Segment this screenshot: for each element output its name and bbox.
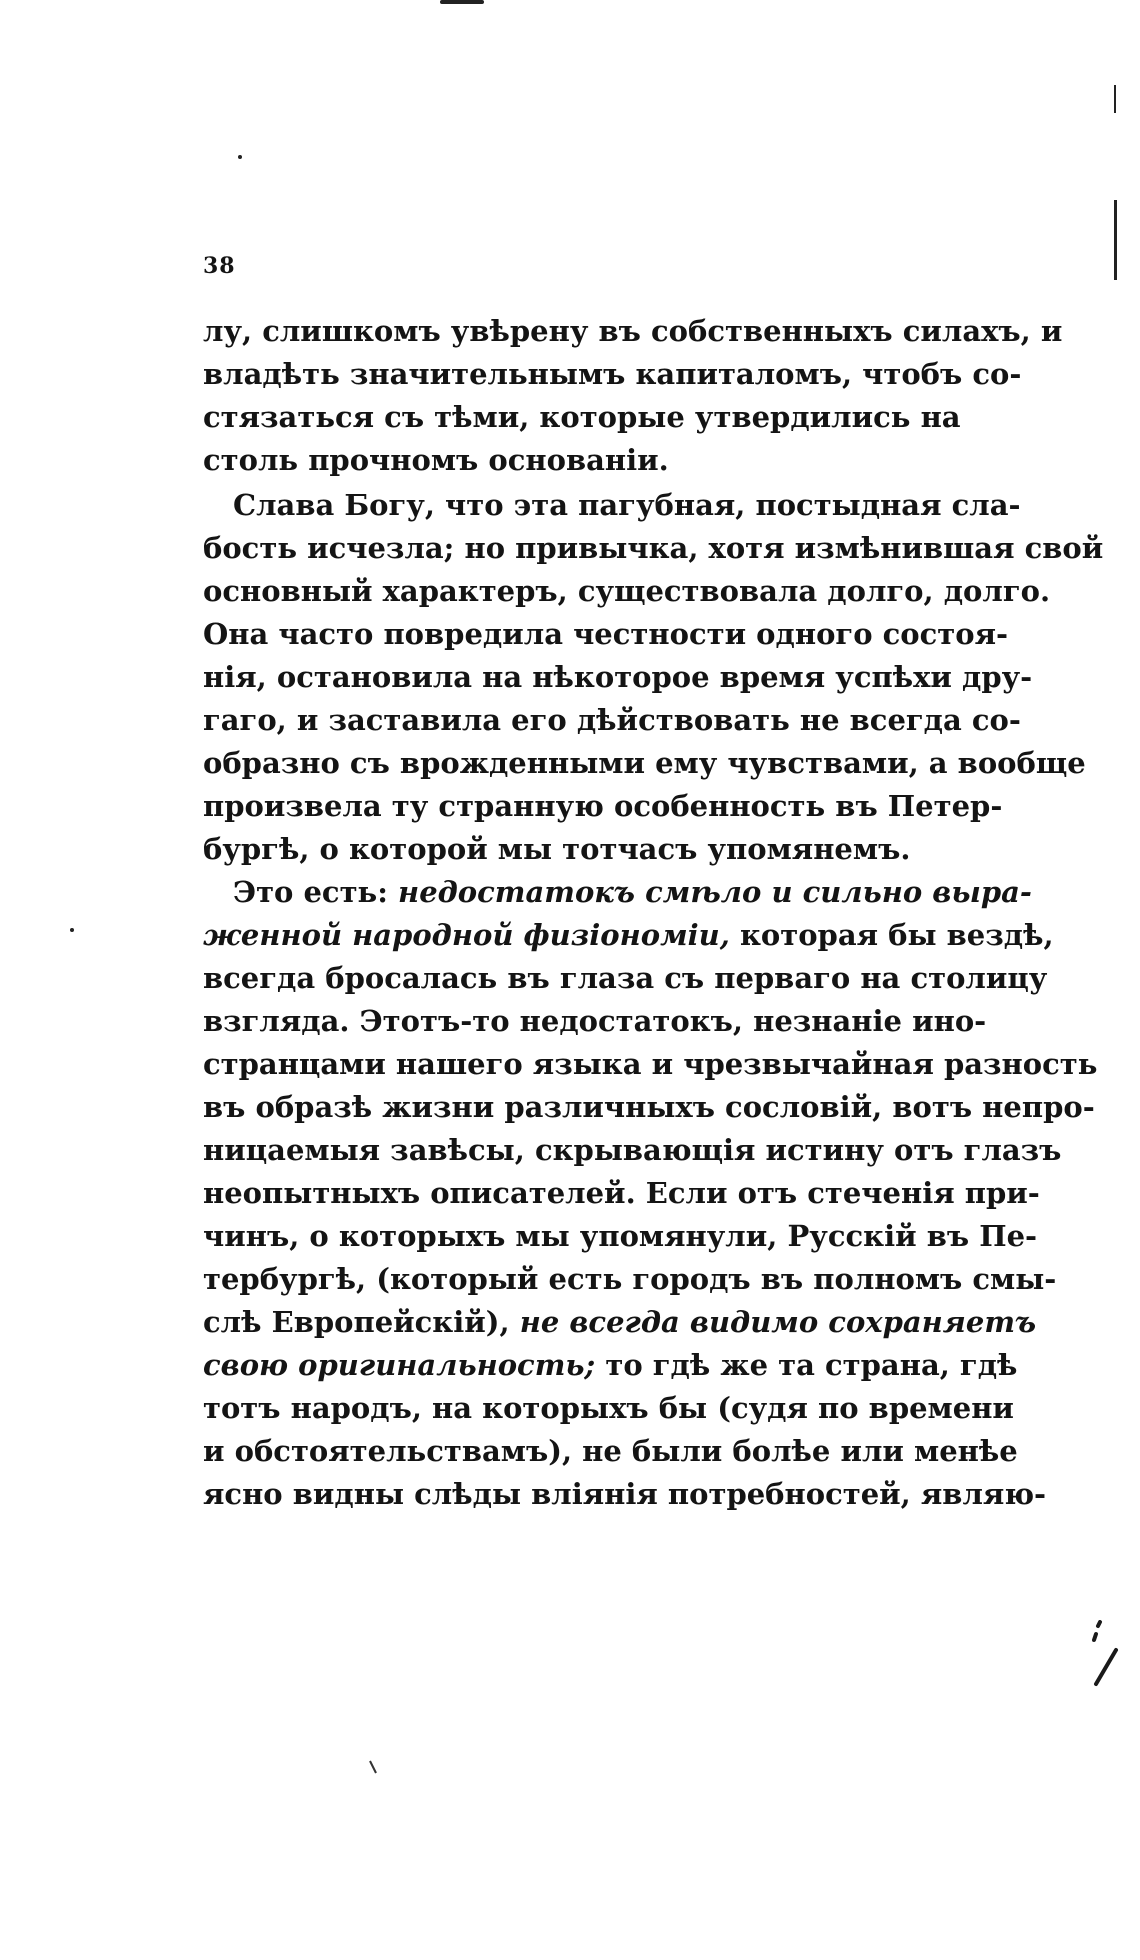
text-run: Это есть: xyxy=(233,875,399,909)
text-run: въ образѣ жизни различныхъ сословій, вотъ непро- xyxy=(203,1090,1095,1124)
text-line xyxy=(203,914,1054,957)
body-text xyxy=(203,310,1104,1516)
text-run: которая бы вездѣ, xyxy=(729,918,1054,952)
italic-text-run: недостатокъ смѣло и сильно выра- xyxy=(398,875,1032,909)
text-line: бость исчезла; но привычка, хотя измѣнившая свой xyxy=(203,531,1104,565)
scan-edge-mark xyxy=(1114,85,1116,113)
text-line: гаго, и заставила его дѣйствовать не всегда со- xyxy=(203,703,1021,737)
text-line xyxy=(203,1000,987,1043)
text-run: ясно видны слѣды вліянія потребностей, являю- xyxy=(203,1477,1047,1511)
text-line xyxy=(203,1387,1014,1430)
text-line xyxy=(203,1473,1047,1516)
text-run: тербургѣ, (который есть городъ въ полномъ смы- xyxy=(203,1262,1057,1296)
text-line xyxy=(203,1086,1095,1129)
text-run: неопытныхъ описателей. Если отъ стеченія при- xyxy=(203,1176,1040,1210)
text-line: основный характеръ, существовала долго, долго. xyxy=(203,574,1051,608)
text-run: слѣ Европейскій), xyxy=(203,1305,520,1339)
text-line xyxy=(203,1215,1038,1258)
text-line: образно съ врожденными ему чувствами, а вообще xyxy=(203,746,1086,780)
text-line xyxy=(203,1172,1040,1215)
text-line: Слава Богу, что эта пагубная, постыдная сла- xyxy=(233,488,1021,522)
text-line xyxy=(203,871,1032,914)
text-run: всегда бросалась въ глаза съ перваго на столицу xyxy=(203,961,1048,995)
text-run: ницаемыя завѣсы, скрывающія истину отъ глазъ xyxy=(203,1133,1062,1167)
text-line xyxy=(203,957,1048,1000)
text-line: лу, слишкомъ увѣрену въ собственныхъ силахъ, и xyxy=(203,314,1063,348)
text-line xyxy=(203,1043,1098,1086)
text-line: произвела ту странную особенность въ Петер- xyxy=(203,789,1003,823)
text-line: владѣть значительнымъ капиталомъ, чтобъ со- xyxy=(203,357,1022,391)
text-run: тотъ народъ, на которыхъ бы (судя по времени xyxy=(203,1391,1014,1425)
text-run: странцами нашего языка и чрезвычайная разность xyxy=(203,1047,1098,1081)
text-line xyxy=(203,1258,1057,1301)
italic-text-run: женной народной физіономіи, xyxy=(203,918,730,952)
scan-edge-mark xyxy=(1114,200,1117,280)
text-line: стязаться съ тѣми, которые утвердились на xyxy=(203,400,961,434)
text-line: столь прочномъ основаніи. xyxy=(203,443,669,477)
text-line: бургѣ, о которой мы тотчасъ упомянемъ. xyxy=(203,832,911,866)
page-number: 38 xyxy=(203,253,236,279)
text-run: взгляда. Этотъ-то недостатокъ, незнаніе ино- xyxy=(203,1004,987,1038)
text-run: чинъ, о которыхъ мы упомянули, Русскій въ Пе- xyxy=(203,1219,1038,1253)
scan-speck xyxy=(238,155,242,159)
text-run: то гдѣ же та страна, гдѣ xyxy=(595,1348,1018,1382)
text-run: и обстоятельствамъ), не были болѣе или менѣе xyxy=(203,1434,1018,1468)
text-line: нія, остановила на нѣкоторое время успѣхи дру- xyxy=(203,660,1033,694)
text-line: Она часто повредила честности одного состоя- xyxy=(203,617,1009,651)
scan-mark xyxy=(368,1760,378,1774)
scan-speck xyxy=(70,928,74,932)
scan-smudge xyxy=(440,0,484,4)
italic-text-run: свою оригинальность; xyxy=(203,1348,596,1382)
text-line xyxy=(203,1129,1062,1172)
text-line xyxy=(203,1430,1018,1473)
italic-text-run: не всегда видимо сохраняетъ xyxy=(519,1305,1037,1339)
text-line xyxy=(203,1344,1018,1387)
text-line xyxy=(203,1301,1037,1344)
scan-mark xyxy=(1090,1620,1120,1690)
